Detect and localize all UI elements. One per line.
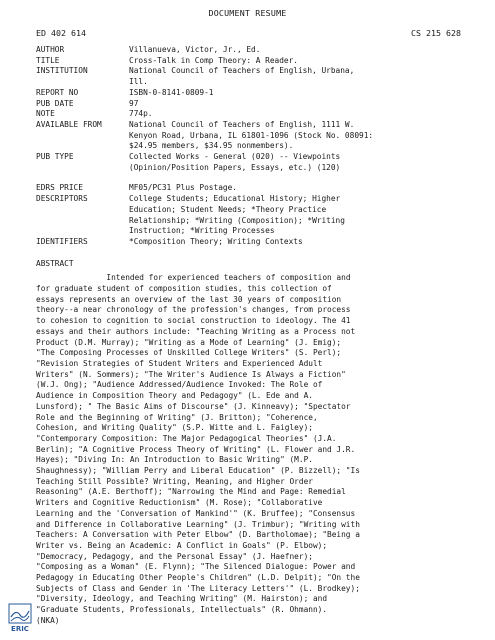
field-row — [36, 66, 461, 87]
eric-logo-text: ERIC — [11, 625, 29, 633]
eric-logo-icon — [8, 603, 32, 633]
field-value: ISBN-0-8141-0809-1 — [129, 87, 214, 97]
field-row — [36, 120, 461, 152]
field-value: Collected Works - General (020) -- Viewpoints (Opinion/Position Papers, Essays, etc.) (120) — [129, 152, 341, 172]
field-label: NOTE — [36, 109, 55, 119]
field-row — [36, 56, 461, 67]
field-value: National Council of Teachers of English, 1111 W. Kenyon Road, Urbana, IL 61801-1096 (Stock No. 08091: $24.95 members, $34.95 nonmembers). — [129, 119, 374, 151]
field-value: National Council of Teachers of English, Urbana, Ill. — [129, 66, 355, 87]
document-identifiers — [36, 28, 461, 38]
abstract-text: Intended for experienced teachers of composition and for graduate student of composition studies, this collection of essays represents an overview of the last 30 years of composition theory--a near chronology of the profession's changes, from process to cohesion to cognition to social construction to ideology. The 41 essays and their authors include: "Teaching Writing as a Process not Product (D.M. Murray); "Writing as a Mode of Learning" (J. Emig); "The Composing Processes of Unskilled College Writers" (S. Perl); "Revision Strategies of Student Writers and Experienced Adult Writers" (N. Sommers); "The Writer's Audience Is Always a Fiction" (W.J. Ong); "Audience Addressed/Audience Invoked: The Role of Audience in Composition Theory and Pedagogy" (L. Ede and A. Lunsford); " The Basic Aims of Discourse" (J. Kinneavy); "Spectator Role and the Beginning of Writing" (J. Britton); "Coherence, Cohesion, and Writing Quality" (S.P. Witte and L. Faigley); "Contemporary Composition: The Major Pedagogical Theories" (J.A. Berlin); "A Cognitive Process Theory of Writing" (L. Flower and J.R. Hayes); "Diving In: An Introduction to Basic Writing" (M.P. Shaughnessy); "William Perry and Liberal Education" (P. Bizzell); "Is Teaching Still Possible? Writing, Meaning, and Higher Order Reasoning" (A.E. Berthoff); "Narrowing the Mind and Page: Remedial Writers and Cognitive Reductionism" (M. Rose); "Collaborative Learning and the 'Conversation of Mankind'" (K. Bruffee); "Consensus and Difference in Collaborative Learning" (J. Trimbur); "Writing with Teachers: A Conversation with Peter Elbow" (D. Bartholomae); "Being a Writer vs. Being an Academic: A Conflict in Goals" (P. Elbow); "Democracy, Pedagogy, and the Personal Essay" (J. Haefner); "Composing as a Woman" (E. Flynn); "The Silenced Dialogue: Power and Pedagogy in Educating Other People's Children" (L.D. Delpit); "On the Subjects of Class and Gender in 'The Literacy Letters'" (L. Brodkey); "Diversity, Ideology, and Teaching Writing" (M. Hairston); and "Graduate Students, Professionals, Intellectuals" (R. Ohmann). (NKA) — [36, 273, 360, 625]
cs-number: CS 215 628 — [411, 28, 461, 38]
abstract-heading: ABSTRACT — [36, 258, 74, 268]
field-row — [36, 152, 461, 173]
field-label: TITLE — [36, 55, 60, 65]
field-label: IDENTIFIERS — [36, 236, 88, 246]
field-label: AUTHOR — [36, 45, 65, 54]
field-label: DESCRIPTORS — [36, 194, 88, 204]
bibliographic-fields — [36, 45, 461, 173]
field-value: 97 — [129, 98, 139, 108]
field-label: REPORT NO — [36, 87, 79, 97]
field-value: MF05/PC31 Plus Postage. — [129, 183, 237, 193]
field-label: PUB TYPE — [36, 152, 74, 162]
field-row — [36, 183, 461, 194]
spacer — [36, 173, 461, 183]
ed-number: ED 402 614 — [36, 28, 86, 38]
field-value: *Composition Theory; Writing Contexts — [129, 236, 303, 246]
field-label: EDRS PRICE — [36, 183, 83, 193]
field-row — [36, 45, 461, 56]
field-row — [36, 194, 461, 237]
field-value: Villanueva, Victor, Jr., Ed. — [129, 45, 261, 54]
field-value: 774p. — [129, 109, 153, 119]
index-fields — [36, 183, 461, 247]
field-value: Cross-Talk in Comp Theory: A Reader. — [129, 55, 298, 65]
field-value: College Students; Educational History; Higher Education; Student Needs; *Theory Practice Relationship; *Writing (Composition); *Writing Instruction; *Writing Processes — [129, 194, 345, 236]
document-title: DOCUMENT RESUME — [208, 8, 287, 18]
field-row — [36, 88, 461, 99]
field-label: PUB DATE — [36, 98, 74, 108]
field-label: AVAILABLE FROM — [36, 119, 102, 129]
field-label: INSTITUTION — [36, 66, 88, 76]
field-row — [36, 237, 461, 248]
field-row — [36, 109, 461, 120]
field-row — [36, 99, 461, 110]
metadata-block — [36, 45, 461, 627]
